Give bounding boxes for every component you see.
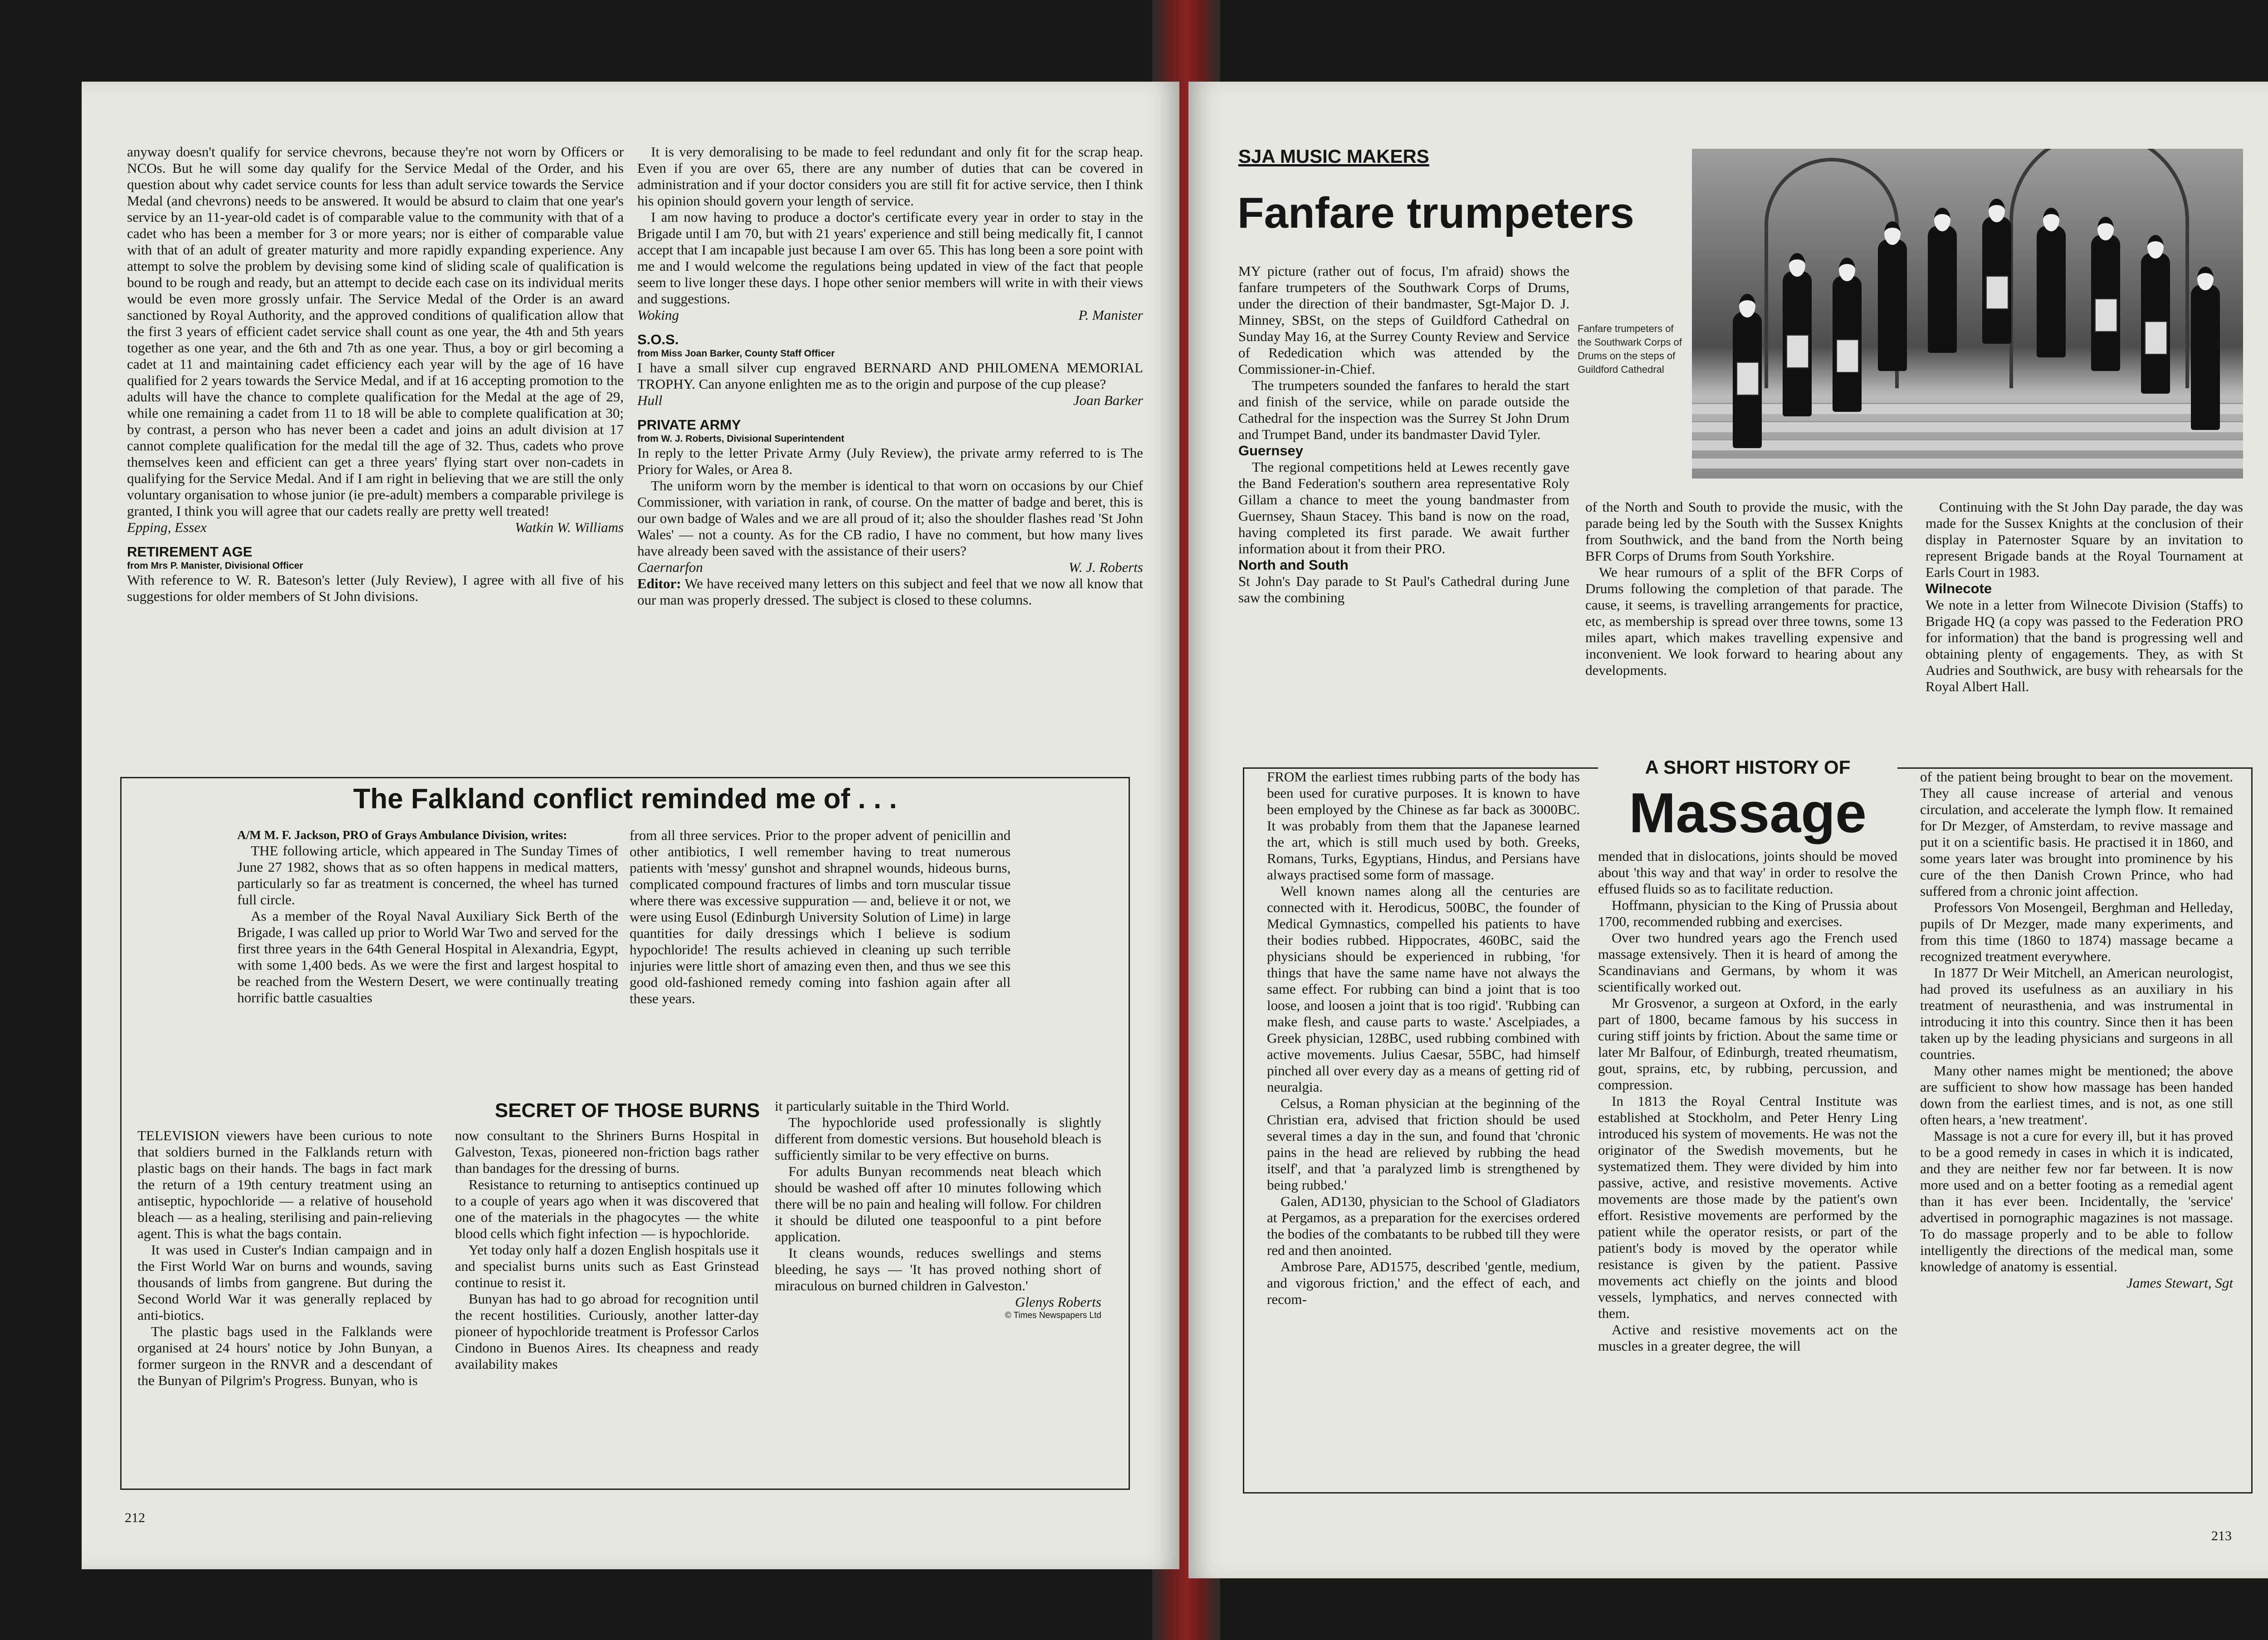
- falklands-text: from all three services. Prior to the proper advent of penicillin and other antibiotics, I well remember having to treat numerous patients with 'messy' gunshot and shrapnel wounds, hideous burns, complicated compound fractures of limbs and torn muscular tissue where there was excessive suppuration — and, believe it or not, we were using Eusol (Edinburgh University Solution of Lime) in large quantities for daily dressings which I believe is sodium hypochloride! The results achieved in cleaning up such terrible injuries were little short of amazing even then, and thus we see this good old-fashioned remedy coming into fashion again after all these years.: [630, 827, 1011, 1006]
- army-text: In reply to the letter Private Army (July Review), the private army referred to is The Priory for Wales, or Area 8.: [637, 445, 1143, 477]
- burns-col-2: [455, 1128, 759, 1486]
- article-headline: Fanfare trumpeters: [1237, 189, 1634, 237]
- music-text: St John's Day parade to St Paul's Cathedral during June saw the combining: [1238, 573, 1569, 605]
- massage-text: Well known names along all the centuries are connected with it. Herodicus, 500BC, the founder of Medical Gymnastics, compelled his patients to have their bodies rubbed. Hippocrates, 460BC, said the physicians should be experienced in rubbing, 'for things that have the same name have not always the same effect. For rubbing can bind a joint that is too loose, and loosen a joint that is too rigid'. 'Rubbing can make flesh, and cause parts to waste.' Ascelpiades, a Greek physician, 128BC, used rubbing combined with active movements. Julius Caesar, 55BC, had himself pinched all over every day as a means of getting rid of neuralgia.: [1267, 883, 1580, 1095]
- music-text: The trumpeters sounded the fanfares to herald the start and finish of the service, while on parade outside the Cathedral for the inspection was the Surrey St John Drum and Trumpet Band, under its bandmaster David Tyler.: [1238, 377, 1569, 442]
- sig-name: P. Manister: [1078, 307, 1143, 323]
- letters-column-2: [637, 144, 1143, 833]
- burns-text: It was used in Custer's Indian campaign and in the First World War on burns and wounds, saving thousands of limbs from gangrene. But during the Second World War it was generally replaced by anti-biotics.: [137, 1242, 432, 1323]
- massage-author: James Stewart, Sgt: [2126, 1275, 2233, 1291]
- burns-text: TELEVISION viewers have been curious to note that soldiers burned in the Falklands return with plastic bags on their hands. The bags in fact mark the return of a 19th century treatment using an antiseptic, hypochloride — a relative of household bleach — as a healing, sterilising and pain-relieving agent. This is what the bags contain.: [137, 1128, 432, 1241]
- sos-from: from Miss Joan Barker, County Staff Officer: [637, 348, 835, 359]
- music-text: MY picture (rather out of focus, I'm afraid) shows the fanfare trumpeters of the Southwark Corps of Drums, under the direction of their bandmaster, Sgt-Major D. J. Minney, SBSt, on the steps of Guildford Cathedral on Sunday May 16, at the Surrey County Review and Service of Rededication which was attended by the Commissioner-in-Chief.: [1238, 263, 1569, 377]
- burns-title: SECRET OF THOSE BURNS: [494, 1099, 760, 1122]
- music-text: of the North and South to provide the music, with the parade being led by the South with the Sussex Knights from Southwick, and the band from the North being BFR Corps of Drums from South Yorkshire.: [1585, 499, 1903, 564]
- letter-signature: [637, 559, 1143, 576]
- massage-text: Active and resistive movements act on the muscles in a greater degree, the will: [1598, 1322, 1897, 1354]
- massage-text: Massage is not a cure for every ill, but it has proved to be a good remedy in cases in which it is indicated, and they are neither few nor far between. It is now more used and on a better footing as a remedial agent than it has ever been. Incidentally, the 'service' advertised in pornographic magazines is not massage. To do massage properly and to be able to follow intelligently the directions of the medical man, some knowledge of anatomy is essential.: [1920, 1128, 2233, 1274]
- fanfare-trumpeters-photo: [1692, 149, 2243, 478]
- retirement-heading: RETIREMENT AGE: [127, 544, 253, 560]
- massage-text: Professors Von Mosengeil, Berghman and Helleday, pupils of Dr Mezger, made many experiments, and from this time (1860 to 1874) massage became a recognized treatment everywhere.: [1920, 899, 2233, 964]
- guernsey-heading: Guernsey: [1238, 443, 1304, 459]
- music-text: We hear rumours of a split of the BFR Corps of Drums following the completion of that parade. The cause, it seems, is travelling arrangements for practice, etc, as membership is spread over three towns, some 13 miles apart, which makes travelling expensive and inconvenient. We look forward to hearing about any developments.: [1585, 564, 1903, 678]
- letters-column-1: [127, 144, 624, 833]
- burns-text: it particularly suitable in the Third World.: [775, 1098, 1010, 1114]
- massage-text: Hoffmann, physician to the King of Prussia about 1700, recommended rubbing and exercises.: [1598, 897, 1897, 929]
- falklands-intro-col-1: [237, 827, 618, 1099]
- editor-text: We have received many letters on this subject and feel that we now all know that our man was properly dressed. The subject is closed to these columns.: [637, 576, 1143, 608]
- army-heading: PRIVATE ARMY: [637, 417, 741, 433]
- falklands-intro-col-2: [630, 827, 1011, 1099]
- letter-paragraph: I am now having to produce a doctor's certificate every year in order to stay in the Brigade until I am 70, but with 21 years' experience and still being medically fit, I cannot accept that I am incapable just because I am over 65. This has long been a sore point with me and I would welcome the regulations being updated in view of the fact that people seem to live longer these days. I hope other senior members will write in with their views and suggestions.: [637, 209, 1143, 307]
- burns-text: Yet today only half a dozen English hospitals use it and specialist burns units such as East Grinstead continue to resist it.: [455, 1242, 759, 1290]
- falklands-box: [120, 777, 1130, 1490]
- burns-text: The hypochloride used professionally is slightly different from domestic versions. But household bleach is sufficiently similar to be very effective on burns.: [775, 1114, 1101, 1163]
- letter-signature: [637, 307, 1143, 323]
- burns-text: For adults Bunyan recommends neat bleach which should be washed off after 10 minutes following which there will be no pain and healing will follow. For children it should be diluted one teaspoonful to a pint before application.: [775, 1163, 1101, 1245]
- page-number-right: 213: [2211, 1528, 2232, 1543]
- letter-paragraph: It is very demoralising to be made to feel redundant and only fit for the scrap heap. Even if you are over 65, there are any number of duties that can be covered in administration and if your doctor considers you are still fit for active service, then I think his opinion should govern your length of service.: [637, 144, 1143, 209]
- falklands-text: As a member of the Royal Naval Auxiliary Sick Berth of the Brigade, I was called up prior to World War Two and served for the first three years in the 64th General Hospital in Alexandria, Egypt, with some 1,400 beds. As we were the first and largest hospital to be reached from the Western Desert, we were continually treating horrific battle casualties: [237, 908, 618, 1005]
- north-south-heading: North and South: [1238, 557, 1349, 573]
- falklands-byline: A/M M. F. Jackson, PRO of Grays Ambulance Division, writes:: [237, 828, 567, 842]
- massage-text: Many other names might be mentioned; the above are sufficient to show how massage has been handed down from the earliest times, and is not, as one still often hears, a 'new treatment'.: [1920, 1063, 2233, 1128]
- burns-author: Glenys Roberts: [1015, 1294, 1101, 1310]
- massage-text: of the patient being brought to bear on the movement. They all cause increase of arterial and venous circulation, and accelerate the lymph flow. It remained for Dr Mezger, of Amsterdam, to revive massage and put it on a scientific basis. He practised it in 1860, and some years later was brought into prominence by his cure of the then Danish Crown Prince, who had suffered from a chronic joint affection.: [1920, 769, 2233, 899]
- editor-note: [637, 576, 1143, 608]
- wilnecote-heading: Wilnecote: [1926, 581, 1992, 596]
- sig-name: Joan Barker: [1073, 392, 1143, 408]
- falklands-text: THE following article, which appeared in The Sunday Times of June 27 1982, shows that as so often happens in medical matters, particularly so far as treatment is concerned, the wheel has turned full circle.: [237, 843, 618, 908]
- massage-kicker-text: A SHORT HISTORY OF: [1645, 757, 1851, 778]
- burns-col-1: [137, 1128, 432, 1486]
- sig-name: W. J. Roberts: [1068, 559, 1143, 575]
- massage-box: [1243, 757, 2253, 1494]
- sig-place: Woking: [637, 307, 679, 323]
- massage-text: Celsus, a Roman physician at the beginning of the Christian era, advised that friction should be used several times a day in the sun, and found that 'chronic pains in the head are relieved by rubbing the head itself', and that 'a paralyzed limb is strengthened by being rubbed.': [1267, 1095, 1580, 1193]
- sos-heading: S.O.S.: [637, 332, 679, 347]
- burns-text: now consultant to the Shriners Burns Hospital in Galveston, Texas, pioneered non-friction bags rather than bandages for the dressing of burns.: [455, 1128, 759, 1176]
- army-from: from W. J. Roberts, Divisional Superintendent: [637, 434, 845, 444]
- music-text: The regional competitions held at Lewes recently gave the Band Federation's southern area representative Roly Gillam a chance to meet the young bandmaster from Guernsey, Shaun Stacey. This band is now on the road, having completed its first parade. We await further information about it from their PRO.: [1238, 459, 1569, 556]
- section-kicker: SJA MUSIC MAKERS: [1238, 146, 1429, 167]
- massage-text: Galen, AD130, physician to the School of Gladiators at Pergamos, as a preparation for the exercises ordered the bodies of the combatants to be rubbed till they were red and then anointed.: [1267, 1193, 1580, 1258]
- letter-text: anyway doesn't qualify for service chevrons, because they're not worn by Officers or NCOs. But he will some day qualify for the Service Medal of the Order, and his question about why cadet service counts for less than adult service towards the Service Medal (and chevrons) needs to be answered. It would be absurd to claim that one year's service by an 11-year-old cadet is of comparable value to the community with that of a cadet who has been a member for 3 or more years; nor is either of comparable value with that of an adult of greater maturity and more rapidly expanding experience. Any attempt to solve the problem by devising some kind of sliding scale of qualification is bound to be rough and ready, but an attempt to decide each case on its individual merits would be even more grossly unfair. The Service Medal of the Order is an award sanctioned by Royal Authority, and the approved conditions of qualification allow that the first 3 years of efficient cadet service shall count as one year, the 4th and 5th years together as one year, and the 6th and 7th as one year. Thus, a boy or girl becoming a cadet at 11 and maintaining cadet efficiency each year will by the age of 16 have qualified for 2 years towards the Service Medal, and if at 16 accepting promotion to the adults will have the chance to complete qualification for the Medal at the age of 29, while one remaining a cadet from 11 to 18 will be able to complete qualification at 30; by contrast, a person who has never been a cadet and joins an adult division at 17 cannot complete qualification for the medal till the age of 32. Thus, cadets who prove themselves keen and efficient can get a three years' flying start over non-cadets in qualifying for the Service Medal. And if I am right in believing that we are still the only voluntary organisation to whose junior (ie pre-adult) members a comparable privilege is granted, I think you will agree that our cadets really are pretty well treated!: [127, 144, 624, 519]
- army-text: The uniform worn by the member is identical to that worn on occasions by our Chief Commissioner, with variation in rank, of course. On the matter of badge and beret, this is our own badge of Wales and we are all proud of it; also the shoulder flashes read 'St John Wales' — not a county. As for the CB radio, I have no comment, but how many lives have already been saved with the assistance of their users?: [637, 478, 1143, 559]
- falklands-title: The Falkland conflict reminded me of . . .: [353, 783, 897, 815]
- retirement-from: from Mrs P. Manister, Divisional Officer: [127, 561, 303, 571]
- letter-signature: [637, 392, 1143, 409]
- massage-col-1: [1267, 769, 1580, 1485]
- massage-kicker: [1598, 756, 1897, 779]
- editor-label: Editor:: [637, 576, 681, 591]
- left-page: [82, 82, 1179, 1569]
- sig-place: Epping, Essex: [127, 519, 207, 535]
- photo-caption: Fanfare trumpeters of the Southwark Corps of Drums on the steps of Guildford Cathedral: [1578, 323, 1682, 375]
- burns-text: It cleans wounds, reduces swellings and stems bleeding, he says — 'It has proved nothing short of miraculous on burned children in Galveston.': [775, 1245, 1101, 1293]
- massage-text: mended that in dislocations, joints should be moved about 'this way and that way' in order to resolve the effused fluids so as to facilitate reduction.: [1598, 848, 1897, 897]
- sig-place: Hull: [637, 392, 663, 408]
- massage-col-3: [1920, 769, 2233, 1485]
- sig-place: Caernarfon: [637, 559, 703, 575]
- retirement-text: With reference to W. R. Bateson's letter (July Review), I agree with all five of his suggestions for older members of St John divisions.: [127, 572, 624, 604]
- massage-col-2: [1598, 848, 1897, 1483]
- burns-text: Bunyan has had to go abroad for recognition until the recent hostilities. Curiously, another latter-day pioneer of hypochloride treatment is Professor Carlos Cindono in Buenos Aires. Its cheapness and ready availability makes: [455, 1291, 759, 1372]
- burns-text: Resistance to returning to antiseptics continued up to a couple of years ago when it was discovered that one of the materials in the phagocytes — the white blood cells which fight infection — is hypochloride.: [455, 1176, 759, 1241]
- letter-signature: [127, 519, 624, 536]
- massage-text: Over two hundred years ago the French used massage extensively. Then it is heard of among the Scandinavians and Germans, by whom it was scientifically worked out.: [1598, 930, 1897, 995]
- burns-col-3: [775, 1098, 1101, 1486]
- massage-title: Massage: [1629, 782, 1867, 844]
- music-text: We note in a letter from Wilnecote Division (Staffs) to Brigade HQ (a copy was passed to the Federation PRO for information) that the band is progressing well and obtaining plenty of engagements. They, as with St Audries and Southwick, are busy with rehearsals for the Royal Albert Hall.: [1926, 597, 2243, 694]
- right-page: [1188, 82, 2268, 1578]
- sos-text: I have a small silver cup engraved BERNARD AND PHILOMENA MEMORIAL TROPHY. Can anyone enlighten me as to the origin and purpose of the cup please?: [637, 360, 1143, 392]
- burns-copyright: © Times Newspapers Ltd: [1005, 1311, 1101, 1320]
- page-number-left: 212: [125, 1510, 145, 1525]
- massage-text: In 1813 the Royal Central Institute was established at Stockholm, and Peter Henry Ling introduced his system of movements. He was not the originator of the Swedish movements, but he systematized them. They were divided by him into passive, active, and resistive movements. Active movements are those made by the patient's own effort. Resistive movements are performed by the patient while the operator resists, or part of the patient's body is moved by the operator while resistance is given by the patient. Passive movements act chiefly on the joints and blood vessels, lymphatics, and nerves connected with them.: [1598, 1093, 1897, 1321]
- music-column-1: [1238, 263, 1569, 839]
- massage-text: In 1877 Dr Weir Mitchell, an American neurologist, had proved its usefulness as an auxiliary in his treatment of neurasthenia, and was instrumental in introducing it into this country. Since then it has been taken up by the leading physicians and surgeons in all countries.: [1920, 965, 2233, 1062]
- sig-name: Watkin W. Williams: [515, 519, 624, 535]
- massage-text: FROM the earliest times rubbing parts of the body has been used for curative purposes. It is known to have been employed by the Chinese as far back as 3000BC. It was probably from them that the Japanese learned the art, which is still much used by both. Greeks, Romans, Turks, Egyptians, Hindus, and Persians have always practised some form of massage.: [1267, 769, 1580, 883]
- massage-text: Mr Grosvenor, a surgeon at Oxford, in the early part of 1800, became famous by his success in curing stiff joints by friction. About the same time or later Mr Balfour, of Edinburgh, treated rheumatism, gout, sprains, etc, by rubbing, percussion, and compression.: [1598, 995, 1897, 1093]
- music-text: Continuing with the St John Day parade, the day was made for the Sussex Knights at the conclusion of their display in Paternoster Square by an invitation to represent Brigade bands at the Royal Tournament at Earls Court in 1983.: [1926, 499, 2243, 580]
- burns-text: The plastic bags used in the Falklands were organised at 24 hours' notice by John Bunyan, a former surgeon in the RNVR and a descendant of the Bunyan of Pilgrim's Progress. Bunyan, who is: [137, 1323, 432, 1388]
- massage-text: Ambrose Pare, AD1575, described 'gentle, medium, and vigorous friction,' and the effect of each, and recom-: [1267, 1259, 1580, 1307]
